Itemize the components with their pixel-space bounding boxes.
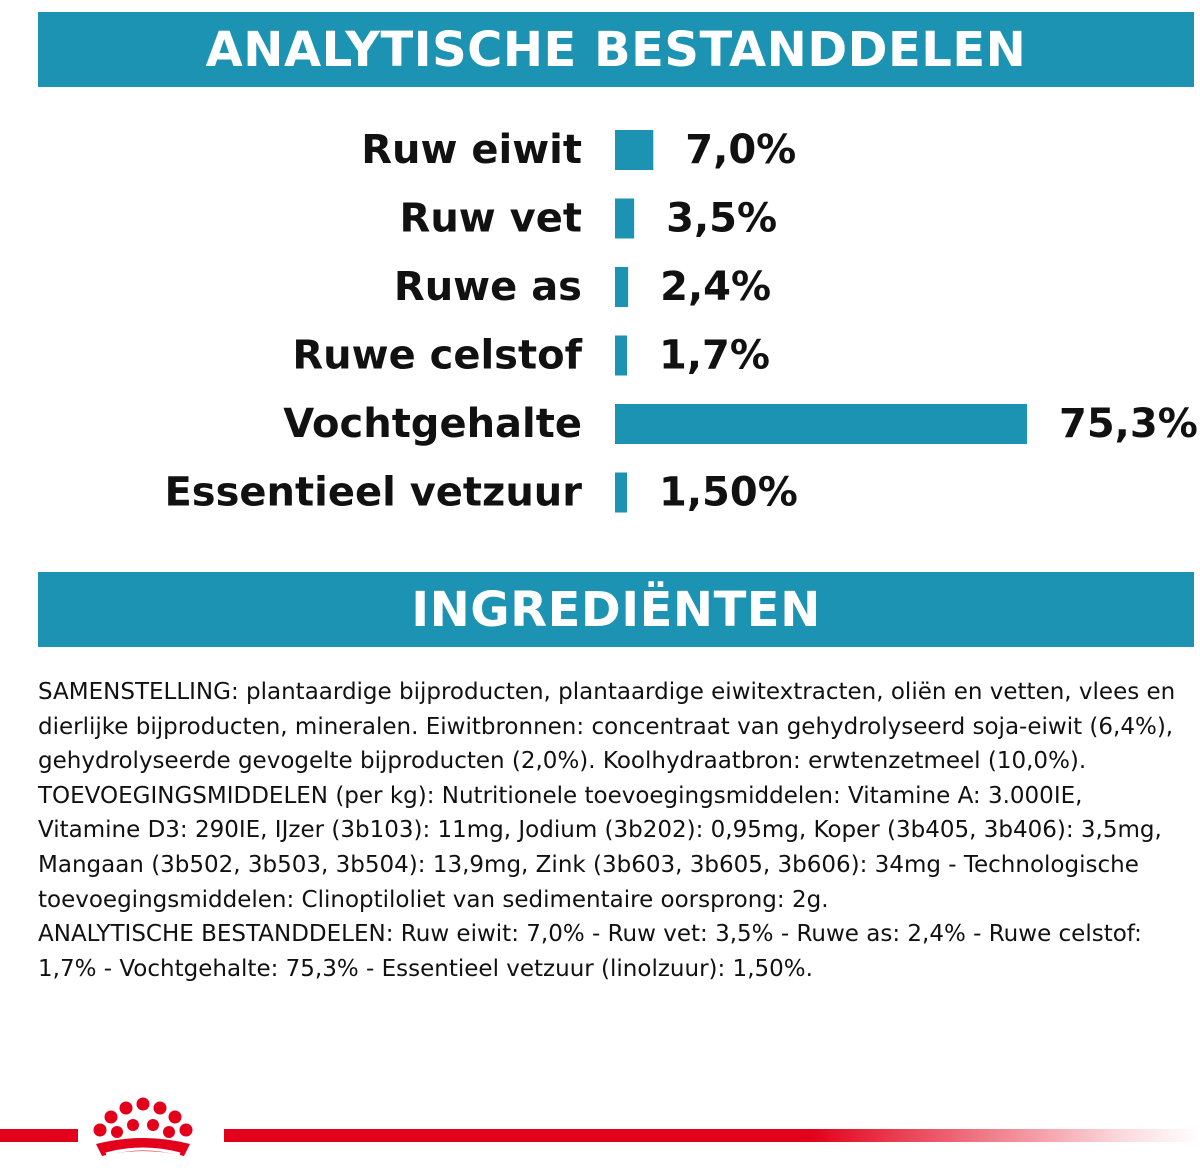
category-label-essentieel-vetzuur: Essentieel vetzuur — [164, 469, 582, 516]
footer — [0, 1088, 1200, 1170]
analytics-banner — [38, 12, 1194, 87]
ingredients-title: INGREDIËNTEN — [411, 581, 821, 638]
footer-stripe-left — [0, 1129, 78, 1142]
composition-paragraph: SAMENSTELLING: plantaardige bijproducten, plantaardige eiwitextracten, oliën en vetten, vlees en dierlijke bijproducten, mineralen. Eiwitbronnen: concentraat van gehydrolyseerd soja-eiwit (6,4%), gehydrolyseerde gevogelte bijproducten (2,0%). Koolhydraatbron: erwtenzetmeel (10,0%). — [38, 679, 1176, 775]
category-label-ruw-eiwit: Ruw eiwit — [361, 127, 582, 173]
value-label-ruw-eiwit: 7,0% — [685, 127, 797, 173]
category-label-ruwe-celstof: Ruwe celstof — [292, 332, 582, 379]
value-label-vochtgehalte: 75,3% — [1059, 401, 1198, 447]
category-label-ruw-vet: Ruw vet — [399, 195, 582, 242]
analytics-paragraph: ANALYTISCHE BESTANDDELEN: Ruw eiwit: 7,0% - Ruw vet: 3,5% - Ruwe as: 2,4% - Ruwe celstof: 1,7% - Vochtgehalte: 75,3% - Essentieel vetzuur (linolzuur): 1,50%. — [38, 921, 1142, 982]
category-label-vochtgehalte: Vochtgehalte — [283, 401, 582, 447]
bar-ruwe-celstof — [615, 336, 627, 376]
ingredients-banner — [38, 572, 1194, 647]
nutrient-bar-chart — [0, 112, 1200, 532]
value-label-essentieel-vetzuur: 1,50% — [659, 469, 798, 516]
bar-ruw-eiwit — [615, 130, 653, 170]
ingredients-text — [38, 675, 1188, 986]
bar-essentieel-vetzuur — [615, 473, 627, 513]
analytics-title: ANALYTISCHE BESTANDDELEN — [205, 21, 1027, 78]
value-label-ruwe-as: 2,4% — [660, 264, 772, 310]
bar-ruwe-as — [615, 267, 628, 307]
additives-paragraph: TOEVOEGINGSMIDDELEN (per kg): Nutritionele toevoegingsmiddelen: Vitamine A: 3.000IE, Vitamine D3: 290IE, IJzer (3b103): 11mg, Jodium (3b202): 0,95mg, Koper (3b405, 3b406): 3,5mg, Mangaan (3b502, 3b503, 3b504): 13,9mg, Zink (3b603, 3b605, 3b606): 34mg - Technologische toevoegingsmiddelen: Clinoptiloliet van sedimentaire oorsprong: 2g. — [38, 782, 1162, 913]
value-label-ruwe-celstof: 1,7% — [659, 332, 770, 379]
category-label-ruwe-as: Ruwe as — [393, 264, 582, 310]
bar-vochtgehalte — [615, 404, 1027, 444]
footer-stripe-right — [224, 1129, 1200, 1142]
royal-canin-crown-icon — [84, 1094, 202, 1166]
value-label-ruw-vet: 3,5% — [666, 195, 778, 242]
bar-ruw-vet — [615, 199, 634, 239]
